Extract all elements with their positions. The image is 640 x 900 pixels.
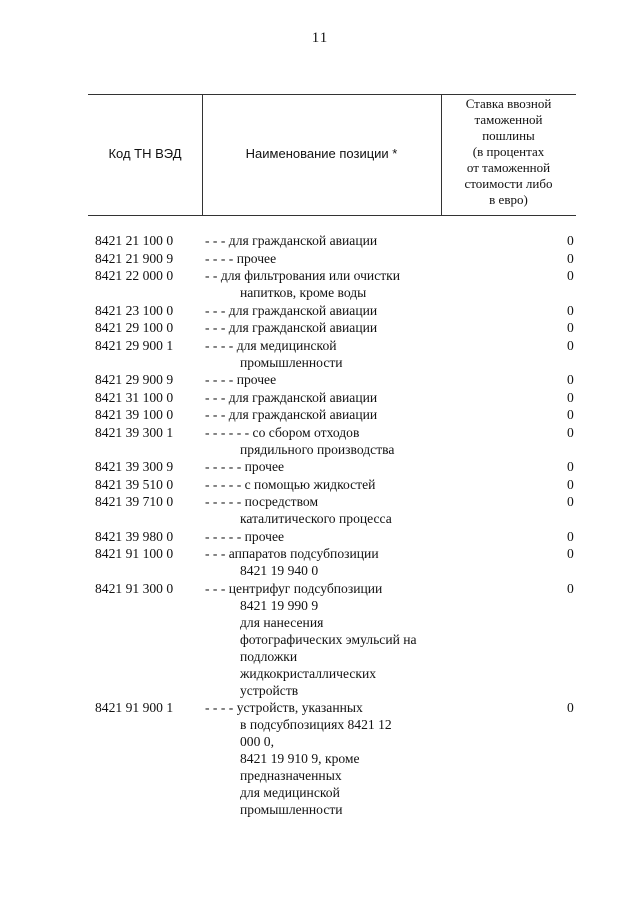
row-name [205,302,465,319]
table-row [0,319,640,336]
table-row [0,232,640,249]
row-code: 8421 31 100 0 [95,389,174,405]
row-name-line: - - - для гражданской авиации [205,389,378,405]
row-rate: 0 [567,546,574,561]
row-name-line: жидкокристаллических [240,665,377,681]
row-rate: 0 [567,494,574,509]
header-name: Наименование позиции * [245,146,398,161]
row-rate: 0 [567,250,574,266]
row-name-line: 8421 19 940 0 [240,563,319,578]
row-rate: 0 [567,389,574,405]
row-name [205,458,465,475]
row-code: 8421 29 900 1 [95,337,174,353]
row-code: 8421 29 900 9 [95,372,174,387]
row-name-line: для медицинской [240,785,340,800]
row-name [205,250,465,267]
row-name-line: - - - аппаратов подсубпозиции [205,546,379,561]
table-row [0,458,640,475]
row-code: 8421 39 510 0 [95,476,174,492]
table-row [0,389,640,406]
table-row [0,250,640,267]
row-name-line: - - - для гражданской авиации [205,407,378,422]
row-name [205,476,465,493]
row-rate: 0 [567,459,574,474]
row-name-line: прядильного производства [240,441,395,457]
table-row [0,699,640,818]
row-rate: 0 [567,700,574,715]
row-code: 8421 91 100 0 [95,546,174,561]
row-rate: 0 [567,337,574,353]
row-code: 8421 29 100 0 [95,320,174,335]
row-code: 8421 39 100 0 [95,407,174,422]
row-rate: 0 [567,424,574,440]
row-code: 8421 39 980 0 [95,528,174,544]
row-name-line: промышленности [240,802,343,817]
table-row [0,528,640,545]
row-name [205,580,465,699]
row-rate: 0 [567,268,574,283]
row-name-line: - - - - прочее [205,250,277,266]
row-code: 8421 91 900 1 [95,700,174,715]
row-name [205,493,465,527]
row-name [205,406,465,423]
row-name-line: каталитического процесса [240,511,392,526]
row-rate: 0 [567,476,574,492]
row-code: 8421 39 300 1 [95,424,174,440]
row-name-line: - - - для гражданской авиации [205,233,378,248]
row-rate: 0 [567,528,574,544]
row-name-line: в подсубпозициях 8421 12 [240,717,392,732]
row-code: 8421 22 000 0 [95,268,174,283]
table-row [0,493,640,527]
table-row [0,267,640,301]
row-name [205,232,465,249]
row-name-line: предназначенных [240,768,342,783]
table-row [0,424,640,458]
row-rate: 0 [567,372,574,387]
row-name [205,424,465,458]
row-name-line: - - - - - с помощью жидкостей [205,476,376,492]
row-rate: 0 [567,580,574,596]
row-name-line: 8421 19 910 9, кроме [240,751,360,766]
table-row [0,545,640,579]
row-name-line: 8421 19 990 9 [240,597,319,613]
row-name-line: 000 0, [240,734,274,749]
row-code: 8421 91 300 0 [95,580,174,596]
table-row [0,476,640,493]
row-name [205,371,465,388]
row-name-line: - - - - для медицинской [205,337,337,353]
row-name-line: - - - - прочее [205,372,277,387]
table-row [0,337,640,371]
row-name-line: - - для фильтрования или очистки [205,268,401,283]
row-name-line: - - - - - прочее [205,528,285,544]
row-name-line: устройств [240,682,299,698]
row-name [205,337,465,371]
row-name [205,389,465,406]
table-header-bottom-rule [88,215,576,216]
header-rate: Ставка ввозной таможенной пошлины (в процентах от таможенной стоимости либо в евро) [464,96,553,207]
row-name-line: фотографических эмульсий на [240,631,417,647]
table-body [0,232,640,819]
row-rate: 0 [567,320,574,335]
row-name [205,545,465,579]
row-name [205,319,465,336]
row-rate: 0 [567,407,574,422]
row-name-line: подложки [240,648,298,664]
table-row [0,302,640,319]
row-rate: 0 [567,302,574,318]
row-name-line: - - - центрифуг подсубпозиции [205,580,383,596]
row-code: 8421 39 710 0 [95,494,174,509]
row-code: 8421 21 900 9 [95,250,174,266]
row-name-line: напитков, кроме воды [240,285,367,300]
row-name [205,699,465,818]
page-number: 11 [311,30,329,46]
row-rate: 0 [567,233,574,248]
row-code: 8421 21 100 0 [95,233,174,248]
table-row [0,406,640,423]
row-name-line: для нанесения [240,614,324,630]
row-name-line: - - - - устройств, указанных [205,700,363,715]
table-row [0,371,640,388]
row-name [205,267,465,301]
table-top-rule [88,94,576,95]
row-name-line: - - - для гражданской авиации [205,302,378,318]
row-name-line: - - - - - - со сбором отходов [205,424,360,440]
row-code: 8421 23 100 0 [95,302,174,318]
row-name-line: - - - - - посредством [205,494,319,509]
header-code: Код ТН ВЭД [108,146,182,161]
row-name-line: промышленности [240,354,343,370]
row-name-line: - - - - - прочее [205,459,285,474]
table-row [0,580,640,699]
row-name-line: - - - для гражданской авиации [205,320,378,335]
row-name [205,528,465,545]
row-code: 8421 39 300 9 [95,459,174,474]
